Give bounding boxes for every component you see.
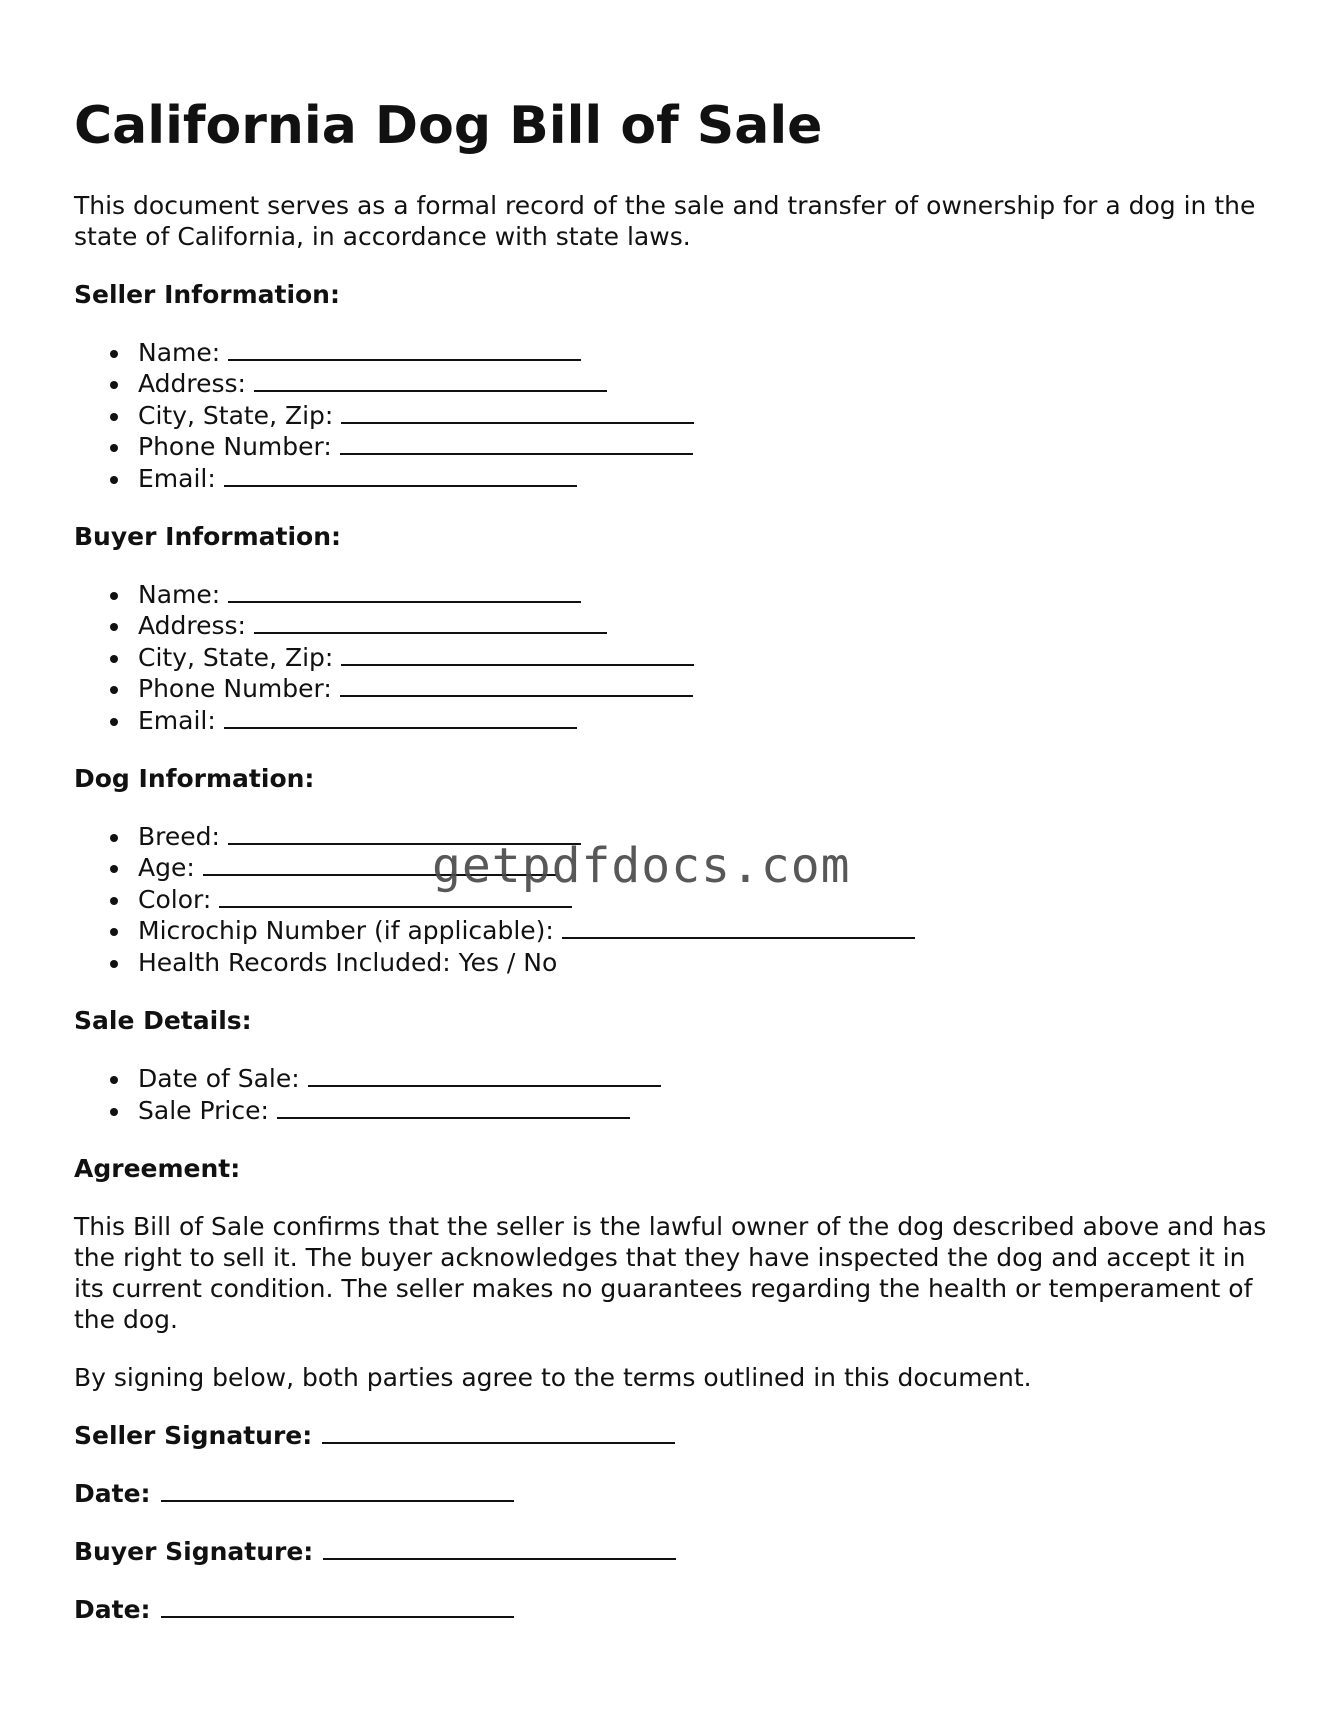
sale-price-field: Sale Price: [138, 1095, 1274, 1126]
dog-health-records-field: Health Records Included: Yes / No [138, 947, 1274, 978]
buyer-signature-line: Buyer Signature: [74, 1536, 1274, 1567]
buyer-name-blank [228, 579, 581, 603]
buyer-phone-blank [340, 673, 693, 697]
seller-info-heading: Seller Information: [74, 280, 340, 309]
buyer-date-blank [161, 1594, 514, 1618]
sale-price-blank [277, 1095, 630, 1119]
buyer-address-field: Address: [138, 610, 1274, 641]
sale-details-list [74, 1063, 1274, 1126]
dog-age-field: Age: [138, 852, 1274, 883]
buyer-email-blank [224, 705, 577, 729]
dog-microchip-field: Microchip Number (if applicable): [138, 915, 1274, 946]
seller-email-field: Email: [138, 463, 1274, 494]
buyer-email-field: Email: [138, 705, 1274, 736]
buyer-address-blank [254, 610, 607, 634]
buyer-info-list [74, 579, 1274, 736]
seller-city-state-zip-field: City, State, Zip: [138, 400, 1274, 431]
buyer-info-heading: Buyer Information: [74, 522, 342, 552]
buyer-signature-blank [323, 1536, 676, 1560]
buyer-city-state-zip-field: City, State, Zip: [138, 642, 1274, 673]
signing-note: By signing below, both parties agree to the terms outlined in this document. [74, 1362, 1032, 1392]
sale-details-heading: Sale Details: [74, 1006, 252, 1036]
agreement-heading: Agreement: [74, 1153, 241, 1183]
sale-date-blank [308, 1063, 661, 1087]
seller-phone-blank [340, 431, 693, 455]
buyer-name-field: Name: [138, 579, 1274, 610]
buyer-city-state-zip-blank [341, 642, 694, 666]
intro-paragraph: This document serves as a formal record of the sale and transfer of ownership for a dog in the state of California, in accordance with state laws. [74, 191, 1256, 251]
dog-microchip-blank [562, 915, 915, 939]
seller-date-line: Date: [74, 1478, 1274, 1509]
document-page [74, 0, 1274, 1625]
seller-name-blank [228, 337, 581, 361]
dog-color-field: Color: [138, 884, 1274, 915]
seller-address-field: Address: [138, 368, 1274, 399]
buyer-phone-field: Phone Number: [138, 673, 1274, 704]
dog-breed-field: Breed: [138, 821, 1274, 852]
sale-date-field: Date of Sale: [138, 1063, 1274, 1094]
seller-address-blank [254, 368, 607, 392]
seller-phone-field: Phone Number: [138, 431, 1274, 462]
agreement-paragraph: This Bill of Sale confirms that the seller is the lawful owner of the dog described above and has the right to sell it. The buyer acknowledges that they have inspected the dog and accept it in its current condition. The seller makes no guarantees regarding the health or temperament of the dog. [74, 1211, 1267, 1334]
seller-signature-line: Seller Signature: [74, 1420, 1274, 1451]
seller-info-list [74, 337, 1274, 494]
seller-name-field: Name: [138, 337, 1274, 368]
seller-date-blank [161, 1478, 514, 1502]
seller-email-blank [224, 463, 577, 487]
seller-signature-blank [322, 1420, 675, 1444]
buyer-date-line: Date: [74, 1594, 1274, 1625]
dog-info-heading: Dog Information: [74, 764, 315, 794]
watermark-text: getpdfdocs.com [432, 838, 851, 894]
document-title: California Dog Bill of Sale [74, 96, 823, 156]
seller-city-state-zip-blank [341, 400, 694, 424]
